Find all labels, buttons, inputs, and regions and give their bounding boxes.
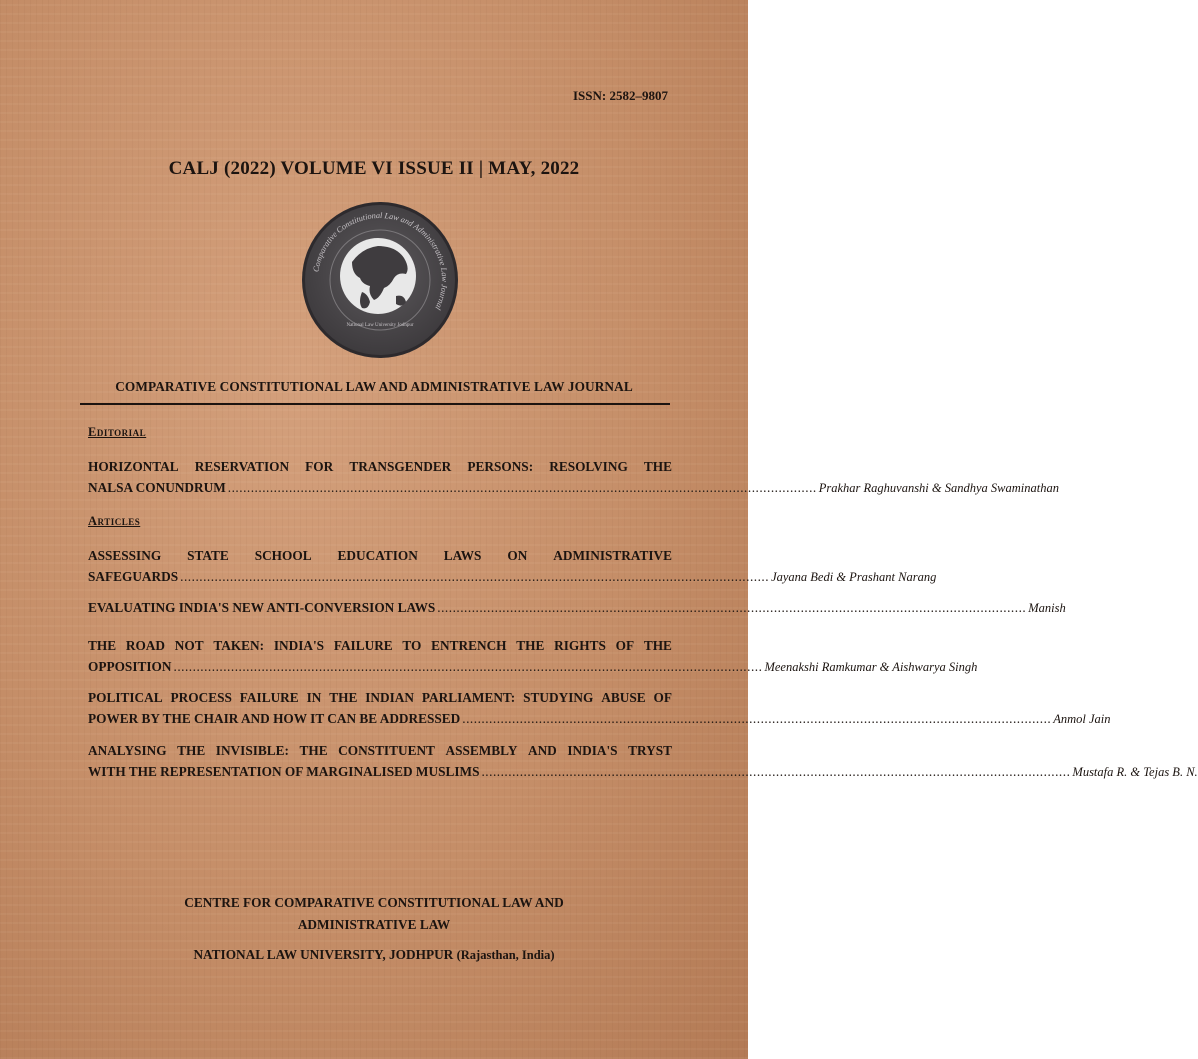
journal-title: COMPARATIVE CONSTITUTIONAL LAW AND ADMINISTRATIVE LAW JOURNAL	[115, 379, 633, 394]
entry-title-line1: THE ROAD NOT TAKEN: INDIA'S FAILURE TO ENTRENCH THE RIGHTS OF THE	[88, 638, 672, 653]
entry-title-line: EVALUATING INDIA'S NEW ANTI-CONVERSION LAWS .......................................................................................................................................................... Manish	[88, 597, 672, 619]
entry-title-line1: ASSESSING STATE SCHOOL EDUCATION LAWS ON ADMINISTRATIVE	[88, 548, 672, 563]
entry-authors: Manish	[1028, 601, 1066, 615]
entry-authors: Anmol Jain	[1053, 712, 1111, 726]
journal-seal-logo	[300, 200, 460, 360]
leader-dots: ..........................................................................................................................................................	[227, 480, 817, 495]
toc-entry-article	[88, 687, 1111, 730]
entry-title-line2	[88, 477, 1059, 499]
entry-authors: Mustafa R. & Tejas B. N.	[1072, 765, 1198, 779]
toc-entry-article	[88, 635, 978, 678]
section-heading-articles: Articles	[88, 514, 141, 528]
title-rule	[80, 403, 670, 405]
issn-number: ISSN: 2582–9807	[573, 88, 668, 103]
entry-title-line1: POLITICAL PROCESS FAILURE IN THE INDIAN PARLIAMENT: STUDYING ABUSE OF	[88, 690, 672, 705]
entry-authors: Meenakshi Ramkumar & Aishwarya Singh	[764, 660, 978, 674]
toc-entry-article	[88, 597, 1066, 619]
entry-title-line2: WITH THE REPRESENTATION OF MARGINALISED MUSLIMS .......................................................................................................................................................... Mustafa R. & Tejas B. N.	[88, 761, 672, 783]
entry-authors: Jayana Bedi & Prashant Narang	[771, 570, 937, 584]
issue-header: CALJ (2022) VOLUME VI ISSUE II | MAY, 2022	[168, 158, 580, 179]
leader-dots: ..........................................................................................................................................................	[462, 711, 1052, 726]
section-heading-editorial: Editorial	[88, 425, 147, 439]
entry-title-line1: HORIZONTAL RESERVATION FOR TRANSGENDER PERSONS: RESOLVING THE	[88, 459, 672, 474]
entry-title-line2: OPPOSITION .......................................................................................................................................................... Meenakshi Ramkumar & Aishwarya Singh	[88, 656, 672, 678]
leader-dots: ..........................................................................................................................................................	[180, 569, 770, 584]
logo-bottom-text: National Law University Jodhpur	[346, 323, 414, 328]
toc-entry-article	[88, 545, 937, 588]
entry-title-line1: ANALYSING THE INVISIBLE: THE CONSTITUENT ASSEMBLY AND INDIA'S TRYST	[88, 743, 672, 758]
toc-entry-editorial	[88, 456, 1059, 499]
logo-ring-text: Comparative Constitutional Law and Administrative Law Journal	[311, 210, 450, 312]
university-name: NATIONAL LAW UNIVERSITY, JODHPUR (Rajasthan, India)	[193, 947, 555, 962]
leader-dots: ..........................................................................................................................................................	[173, 659, 763, 674]
toc-entry-article	[88, 740, 1198, 783]
entry-title-end: NALSA CONUNDRUM	[88, 480, 226, 495]
entry-title-line2: POWER BY THE CHAIR AND HOW IT CAN BE ADDRESSED .......................................................................................................................................................... Anmol Jain	[88, 708, 672, 730]
entry-title-line2: SAFEGUARDS .......................................................................................................................................................... Jayana Bedi & Prashant Narang	[88, 566, 672, 588]
leader-dots: ..........................................................................................................................................................	[437, 600, 1027, 615]
entry-authors: Prakhar Raghuvanshi & Sandhya Swaminathan	[818, 481, 1059, 495]
centre-name: CENTRE FOR COMPARATIVE CONSTITUTIONAL LAW AND ADMINISTRATIVE LAW	[184, 895, 564, 932]
leader-dots: ..........................................................................................................................................................	[481, 764, 1071, 779]
